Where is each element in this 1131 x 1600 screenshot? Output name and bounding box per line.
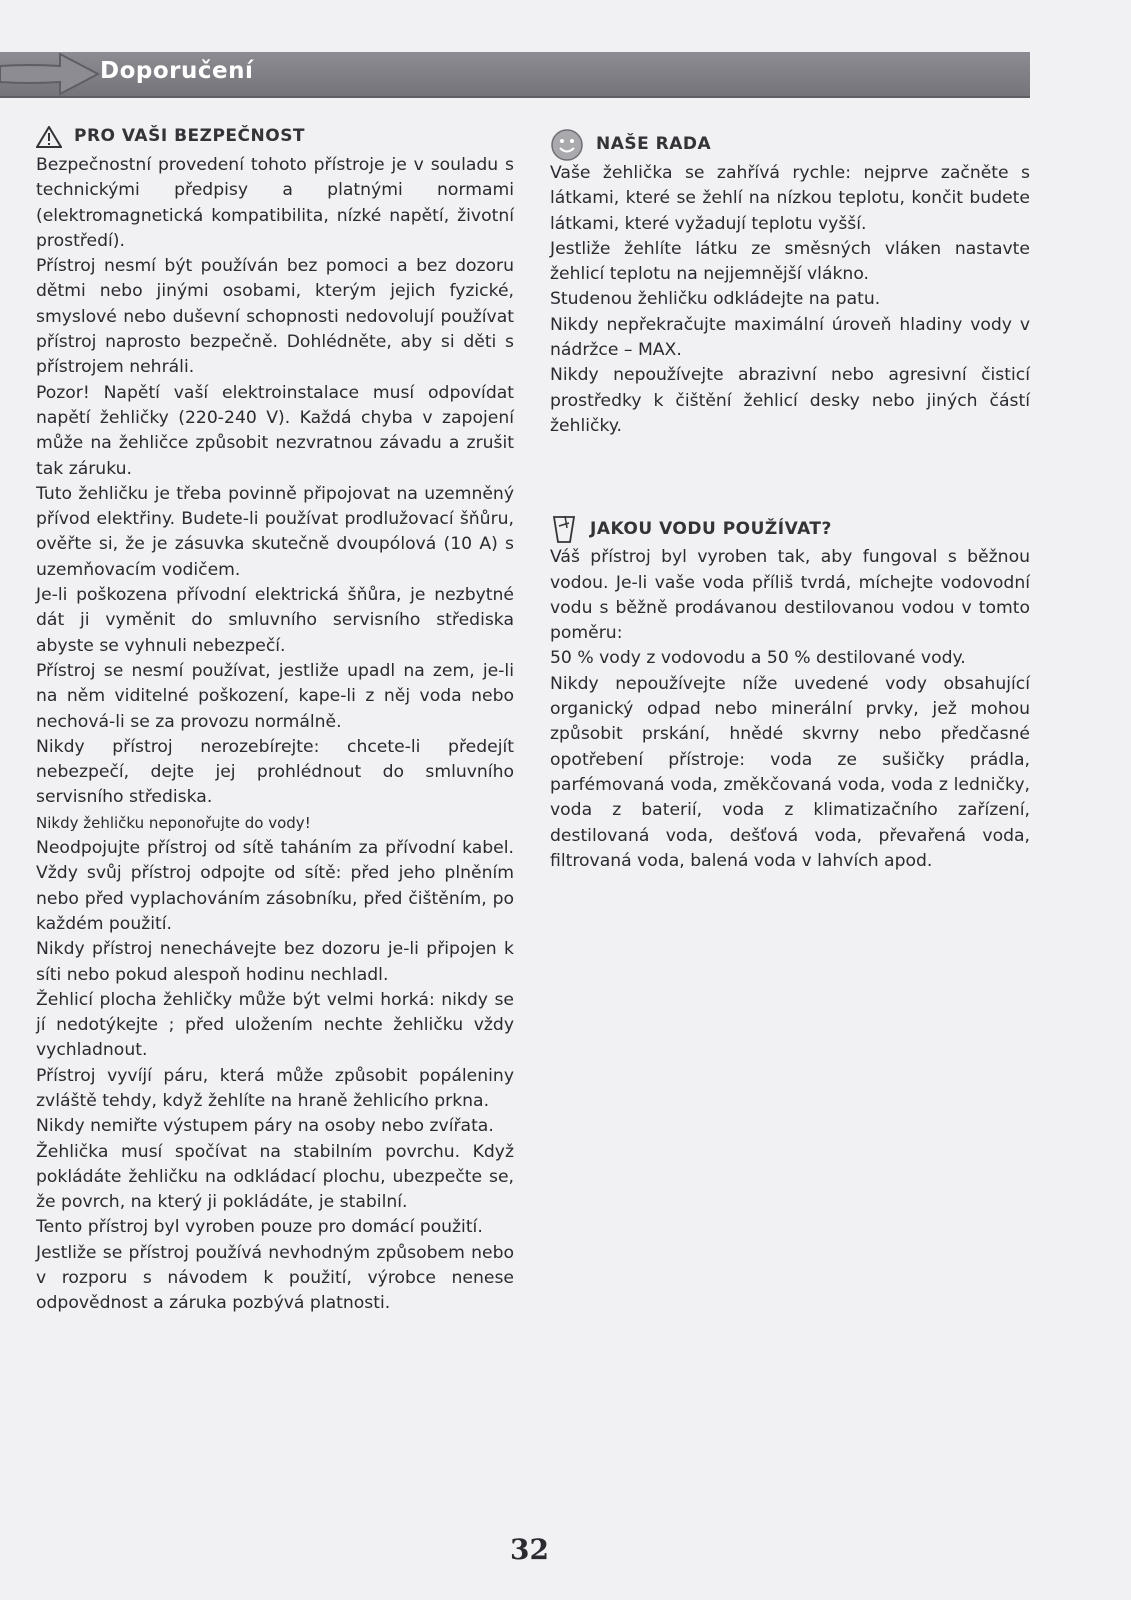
header-title: Doporučení <box>100 58 254 84</box>
water-paragraph: Nikdy nepoužívejte níže uvedené vody obsahující organický odpad nebo minerální prvky, jež mohou způsobit prskání, hnědé skvrny nebo předčasné opotřebení přístroje: voda ze sušičky prádla, parfémovaná voda, změkčovaná voda, voda z ledničky, voda z baterií, voda z klimatizačního zařízení, destilovaná voda, dešťová voda, převařená voda, filtrovaná voda, balená voda v lahvích apod. <box>550 673 1030 871</box>
water-section <box>550 515 1030 874</box>
advice-paragraph: Nikdy nepoužívejte abrazivní nebo agresivní čisticí prostředky k čištění žehlicí desky nebo jiných částí žehličky. <box>550 365 1030 436</box>
right-column <box>550 123 1030 874</box>
water-paragraph: 50 % vody z vodovodu a 50 % destilované vody. <box>550 648 966 669</box>
advice-paragraph: Nikdy nepřekračujte maximální úroveň hladiny vody v nádržce – MAX. <box>550 314 1030 361</box>
water-heading: JAKOU VODU POUŽÍVAT? <box>590 518 832 539</box>
safety-paragraph: Jestliže se přístroj používá nevhodným způsobem nebo v rozporu s návodem k použití, výrobce nenese odpovědnost a záruka pozbývá platnosti. <box>36 1242 514 1314</box>
advice-section <box>550 131 1030 439</box>
safety-section <box>36 123 514 1317</box>
safety-paragraph: Neodpojujte přístroj od sítě taháním za přívodní kabel. Vždy svůj přístroj odpojte od sítě: před jeho plněním nebo před vyplachováním zásobníku, před čištěním, po každém použití. <box>36 838 514 934</box>
water-paragraph: Váš přístroj byl vyroben tak, aby fungoval s běžnou vodou. Je-li vaše voda příliš tvrdá, míchejte vodovodní vodu s běžně prodávanou destilovanou vodou v tomto poměru: <box>550 547 1030 644</box>
safety-paragraph: Přístroj vyvíjí páru, která může způsobit popáleniny zvláště tehdy, když žehlíte na hraně žehlicího prkna. <box>36 1065 514 1111</box>
safety-paragraph: Tuto žehličku je třeba povinně připojovat na uzemněný přívod elektřiny. Budete-li používat prodlužovací šňůru, ověřte si, že je zásuvka skutečně dvoupólová (10 A) s uzemňovacím vodičem. <box>36 483 514 580</box>
safety-paragraph: Přístroj nesmí být používán bez pomoci a bez dozoru dětmi nebo jinými osobami, kterým jejich fyzické, smyslové nebo duševní schopnosti nedovolují používat přístroj naprosto bezpečně. Dohlédněte, aby si děti s přístrojem nehráli. <box>36 256 514 378</box>
advice-paragraph: Vaše žehlička se zahřívá rychle: nejprve začněte s látkami, které se žehlí na nízkou teplotu, končit budete látkami, které vyžadují teplotu vyšší. <box>550 163 1030 234</box>
advice-heading: NAŠE RADA <box>596 134 712 155</box>
safety-paragraph: Nikdy žehličku neponořujte do vody! <box>36 813 311 832</box>
arrow-icon <box>0 44 110 104</box>
safety-paragraph: Přístroj se nesmí používat, jestliže upadl na zem, je-li na něm viditelné poškození, kape-li z něj voda nebo nechová-li se za provozu normálně. <box>36 660 514 732</box>
safety-paragraph: Nikdy přístroj nenechávejte bez dozoru je-li připojen k síti nebo pokud alespoň hodinu nechladl. <box>36 939 514 985</box>
smiley-icon <box>550 128 584 162</box>
safety-paragraph: Pozor! Napětí vaší elektroinstalace musí odpovídat napětí žehličky (220-240 V). Každá chyba v zapojení může na žehličce způsobit nezvratnou závadu a zrušit tak záruku. <box>36 382 514 479</box>
advice-paragraph: Studenou žehličku odkládejte na patu. <box>550 289 881 310</box>
safety-paragraph: Žehlička musí spočívat na stabilním povrchu. Když pokládáte žehličku na odkládací plochu, ubezpečte se, že povrch, na který ji pokládáte, je stabilní. <box>36 1141 514 1213</box>
advice-heading-row <box>550 131 1030 159</box>
page-number: 32 <box>510 1533 549 1566</box>
warning-triangle-icon <box>36 126 62 148</box>
safety-paragraph: Nikdy nemiřte výstupem páry na osoby nebo zvířata. <box>36 1116 494 1137</box>
advice-paragraph: Jestliže žehlíte látku ze směsných vláken nastavte žehlicí teplotu na nejjemnější vlákno. <box>550 238 1030 285</box>
glass-icon <box>550 514 578 544</box>
water-heading-row <box>550 515 1030 543</box>
safety-heading: PRO VAŠI BEZPEČNOST <box>74 126 306 147</box>
safety-heading-row <box>36 123 514 151</box>
safety-paragraph: Je-li poškozena přívodní elektrická šňůra, je nezbytné dát ji vyměnit do smluvního servisního střediska abyste se vyhnuli nebezpečí. <box>36 585 514 656</box>
safety-paragraph: Bezpečnostní provedení tohoto přístroje je v souladu s technickými předpisy a platnými normami (elektromagnetická kompatibilita, nízké napětí, životní prostředí). <box>36 155 514 251</box>
safety-paragraph: Tento přístroj byl vyroben pouze pro domácí použití. <box>36 1217 483 1238</box>
safety-paragraph: Žehlicí plocha žehličky může být velmi horká: nikdy se jí nedotýkejte ; před uložením nechte žehličku vždy vychladnout. <box>36 989 514 1061</box>
safety-paragraph: Nikdy přístroj nerozebírejte: chcete-li předejít nebezpečí, dejte jej prohlédnout do smluvního servisního střediska. <box>36 736 514 808</box>
